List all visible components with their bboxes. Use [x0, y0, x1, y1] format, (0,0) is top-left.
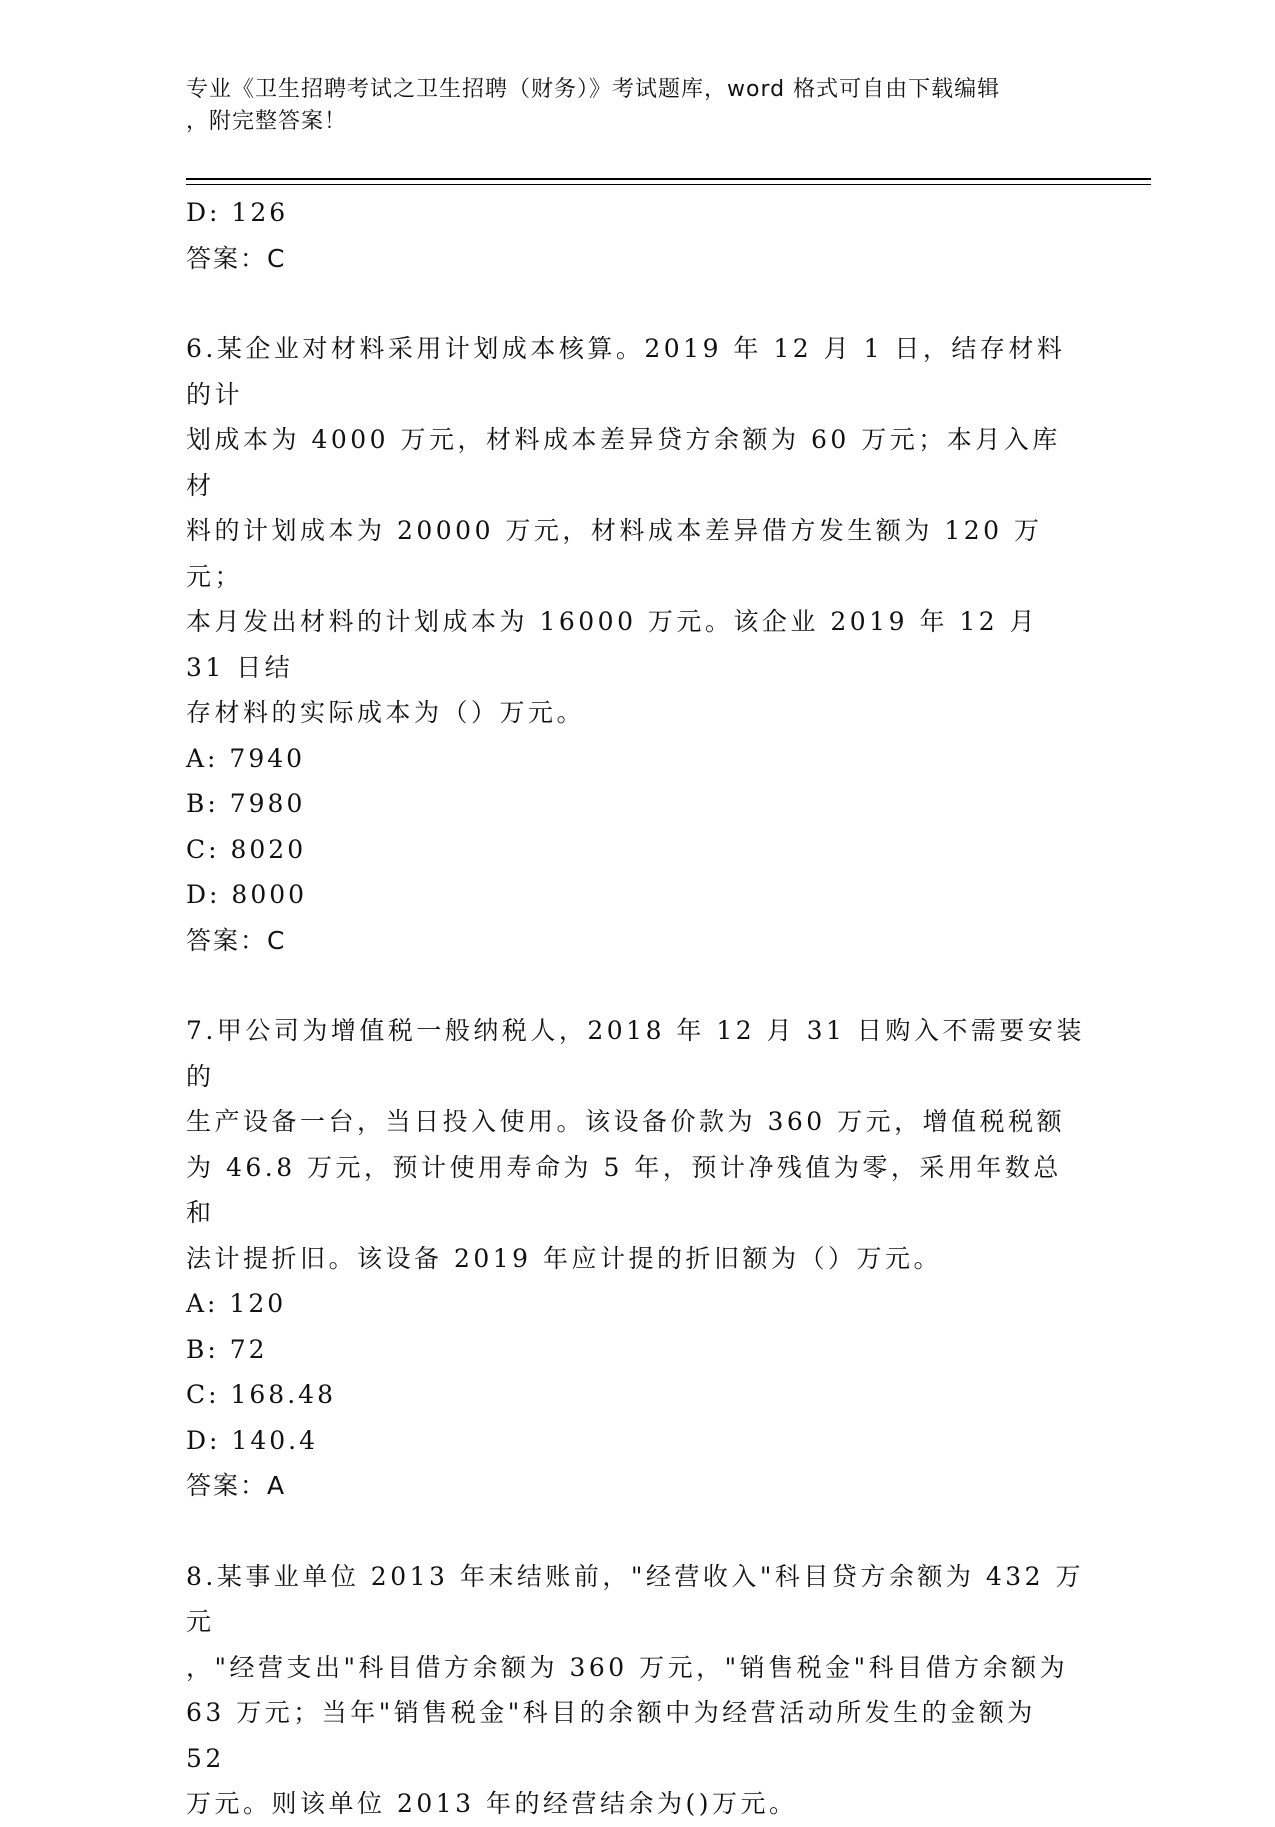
stem-line: 生产设备一台，当日投入使用。该设备价款为 360 万元，增值税税额: [186, 1107, 1066, 1136]
option-b: B: 7980: [186, 789, 306, 818]
stem-line: 为 46.8 万元，预计使用寿命为 5 年，预计净残值为零，采用年数总和: [186, 1152, 1062, 1227]
option-c: C: 168.48: [186, 1380, 336, 1409]
page-header: [186, 74, 1066, 138]
stem-line: ，"经营支出"科目借方余额为 360 万元，"销售税金"科目借方余额为: [186, 1652, 1069, 1682]
option-b: B: 72: [186, 1334, 268, 1364]
header-rule-thick: [186, 178, 1151, 180]
header-line-1: 专业《卫生招聘考试之卫生招聘（财务）》考试题库，word 格式可自由下载编辑: [186, 77, 1001, 102]
stem-line: 万元。则该单位 2013 年的经营结余为()万元。: [186, 1789, 798, 1818]
header-rule-thin: [186, 184, 1151, 185]
stem-line: 6.某企业对材料采用计划成本核算。2019 年 12 月 1 日，结存材料的计: [186, 334, 1066, 409]
question-5-tail: [186, 190, 1086, 281]
question-7: [186, 1008, 1086, 1509]
answer-line: 答案：A: [186, 1471, 287, 1500]
header-line-2: ，附完整答案！: [186, 109, 348, 134]
answer-line: 答案：C: [186, 243, 287, 273]
option-a: A: 7940: [186, 743, 306, 773]
stem-line: 存材料的实际成本为（）万元。: [186, 698, 586, 727]
question-stem: [186, 1554, 1086, 1827]
option-a: A: 120: [186, 1289, 287, 1318]
stem-line: 料的计划成本为 20000 万元，材料成本差异借方发生额为 120 万元；: [186, 516, 1043, 591]
stem-line: 8.某事业单位 2013 年末结账前，"经营收入"科目贷方余额为 432 万元: [186, 1561, 1084, 1636]
answer-line: 答案：C: [186, 925, 287, 955]
question-stem: [186, 1008, 1086, 1281]
stem-line: 7.甲公司为增值税一般纳税人，2018 年 12 月 31 日购入不需要安装的: [186, 1016, 1085, 1091]
document-body: [186, 190, 1086, 1827]
stem-line: 法计提折旧。该设备 2019 年应计提的折旧额为（）万元。: [186, 1243, 943, 1273]
question-6: [186, 326, 1086, 963]
question-8: [186, 1554, 1086, 1827]
option-d: D: 8000: [186, 880, 308, 909]
option-d: D: 140.4: [186, 1425, 318, 1455]
stem-line: 划成本为 4000 万元，材料成本差异贷方余额为 60 万元；本月入库材: [186, 425, 1061, 500]
stem-line: 63 万元；当年"销售税金"科目的余额中为经营活动所发生的金额为 52: [186, 1698, 1048, 1773]
stem-line: 本月发出材料的计划成本为 16000 万元。该企业 2019 年 12 月 31 日结: [186, 607, 1050, 682]
question-stem: [186, 326, 1086, 736]
option-d: D: 126: [186, 198, 289, 227]
option-c: C: 8020: [186, 834, 307, 864]
